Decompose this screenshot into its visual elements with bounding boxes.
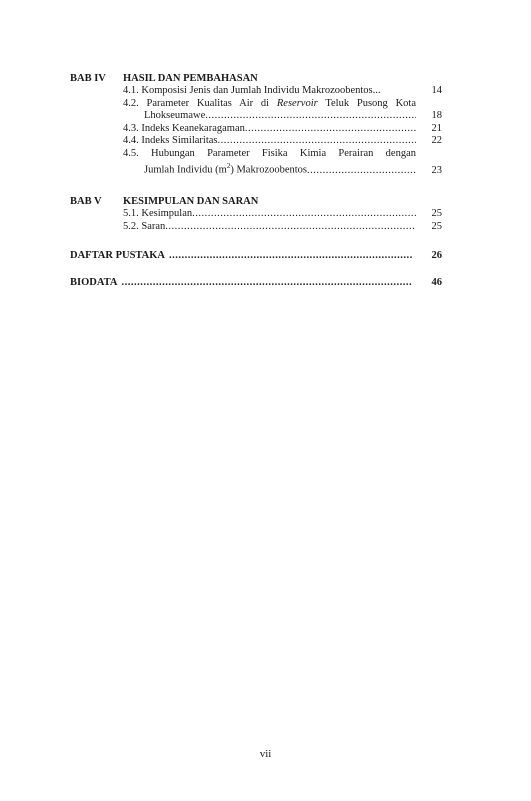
toc-entry-4-4[interactable] — [123, 135, 442, 148]
toc-entry-biodata[interactable] — [70, 277, 442, 288]
entry-text: 5.2. Saran — [123, 220, 166, 232]
chapter-heading — [70, 195, 442, 208]
entry-page: 14 — [431, 85, 442, 96]
toc-entry-4-5[interactable] — [123, 148, 442, 178]
entry-text: 4.3. Indeks Keanekaragaman — [123, 122, 245, 134]
chapter-bab-v — [70, 195, 442, 233]
entry-text-line1: 4.2. Parameter Kualitas Air di Reservoir Teluk Pusong Kota — [123, 97, 416, 109]
dot-leader — [307, 165, 416, 178]
dot-leader — [218, 135, 417, 148]
dot-leader — [165, 221, 416, 234]
entry-page: 25 — [431, 220, 442, 232]
entry-text: 4.4. Indeks Similaritas — [123, 135, 218, 146]
toc-entry-5-1[interactable] — [123, 208, 442, 221]
chapter-heading — [70, 72, 442, 85]
entry-page: 26 — [431, 250, 442, 261]
entry-text: 4.1. Komposisi Jenis dan Jumlah Individu Makrozoobentos... — [123, 85, 381, 96]
chapter-title: KESIMPULAN DAN SARAN — [123, 196, 259, 207]
entry-text-line2: Jumlah Individu $(m^2)$ Makrozoobentos ..... 23 — [123, 160, 442, 177]
entry-page: 21 — [431, 122, 442, 134]
entry-page: 46 — [431, 277, 442, 288]
dot-leader — [205, 110, 416, 123]
entry-page: 22 — [431, 135, 442, 146]
chapter-entries — [123, 85, 442, 177]
entry-text: DAFTAR PUSTAKA — [70, 250, 165, 261]
entry-page: 23 — [431, 164, 442, 176]
italic-term: Reservoir — [276, 97, 318, 109]
toc-entry-4-3[interactable] — [123, 123, 442, 136]
entry-page: 25 — [431, 208, 442, 219]
entry-text-line1: 4.5. Hubungan Parameter Fisika Kimia Perairan dengan — [123, 147, 416, 159]
chapter-entries — [123, 208, 442, 233]
toc-entry-5-2[interactable] — [123, 221, 442, 234]
chapter-number: BAB IV — [70, 73, 106, 84]
dot-leader — [192, 208, 416, 221]
entry-text: 5.1. Kesimpulan — [123, 208, 193, 219]
dot-leader — [245, 123, 416, 136]
toc-entry-4-2[interactable] — [123, 98, 442, 123]
dot-leader — [121, 277, 412, 288]
toc-entry-4-1[interactable] — [123, 85, 442, 98]
dot-leader — [169, 250, 412, 261]
page-number-footer: vii — [259, 748, 272, 760]
chapter-bab-iv — [70, 72, 442, 177]
toc-entry-daftar-pustaka[interactable] — [70, 250, 442, 261]
entry-text: BIODATA — [70, 277, 118, 288]
entry-text-line2: Lhokseumawe ..... 18 — [123, 110, 442, 123]
chapter-number: BAB V — [70, 196, 102, 207]
chapter-title: HASIL DAN PEMBAHASAN — [123, 73, 258, 84]
entry-page: 18 — [431, 110, 442, 121]
